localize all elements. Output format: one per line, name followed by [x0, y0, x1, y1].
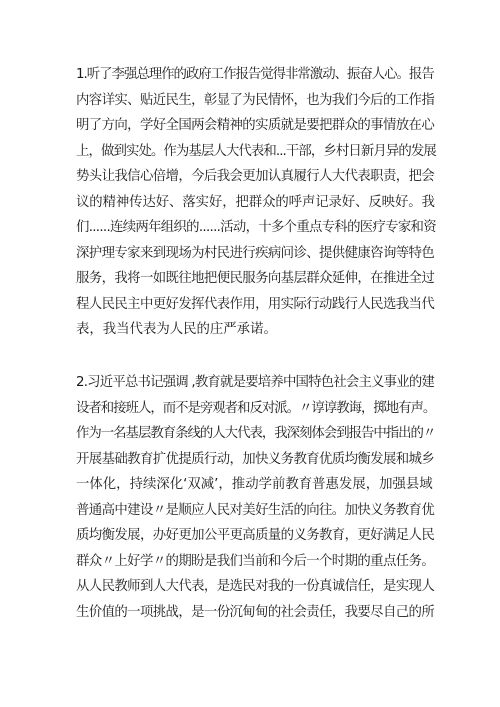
- text-line: 势头让我信心倍增，今后我会更加认真履行人大代表职责，把会: [76, 169, 435, 184]
- text-line: 深护理专家来到现场为村民进行疾病问诊、提供健康咨询等特色: [76, 245, 435, 261]
- text-line: 程人民民主中更好发挥代表作用，用实际行动践行人民选我当代: [76, 296, 435, 312]
- text-line: 议的精神传达好、落实好，把群众的呼声记录好、反映好。我: [76, 194, 435, 210]
- text-line: 内容详实、贴近民生，彰显了为民情怀，也为我们今后的工作指: [76, 92, 435, 108]
- text-line: 们......连续两年组织的......活动，十多个重点专科的医疗专家和资: [76, 220, 436, 235]
- text-line: 表，我当代表为人民的庄严承诺。: [76, 322, 277, 337]
- text-line: 群众〃上好学〃的期盼是我们当前和今后一个时期的重点任务。: [76, 553, 435, 569]
- text-line: 2.习近平总书记强调 ,教育就是要培养中国特色社会主义事业的建: [76, 375, 435, 390]
- text-line: 1.听了李强总理作的政府工作报告觉得非常激动、振奋人心。报告: [76, 67, 434, 82]
- text-line: 明了方向，学好全国两会精神的实质就是要把群众的事情放在心: [76, 118, 435, 133]
- text-line: 一体化，持续深化‘双减’，推动学前教育普惠发展，加强县域: [76, 477, 433, 492]
- paragraph-1: [76, 62, 436, 343]
- text-line: 设者和接班人，而不是旁观者和反对派。〃谆谆教诲，掷地有声。: [76, 400, 436, 416]
- text-line: 上，做到实处。作为基层人大代表和...干部，乡村日新月异的发展: [76, 143, 436, 159]
- text-line: 作为一名基层教育条线的人大代表，我深刻体会到报告中指出的〃: [76, 426, 436, 441]
- text-line: 普通高中建设〃是顺应人民对美好生活的向往。加快义务教育优: [76, 502, 435, 518]
- text-line: 从人民教师到人大代表，是选民对我的一份真诚信任，是实现人: [76, 579, 435, 594]
- text-line: 开展基础教育扩优提质行动，加快义务教育优质均衡发展和城乡: [76, 451, 435, 467]
- text-line: 生价值的一项挑战，是一份沉甸甸的社会责任，我要尽自己的所: [76, 604, 435, 620]
- text-line: 服务，我将一如既往地把便民服务向基层群众延伸，在推进全过: [76, 271, 435, 286]
- text-line: 质均衡发展，办好更加公平更高质量的义务教育，更好满足人民: [76, 528, 435, 543]
- paragraph-2: [76, 370, 436, 625]
